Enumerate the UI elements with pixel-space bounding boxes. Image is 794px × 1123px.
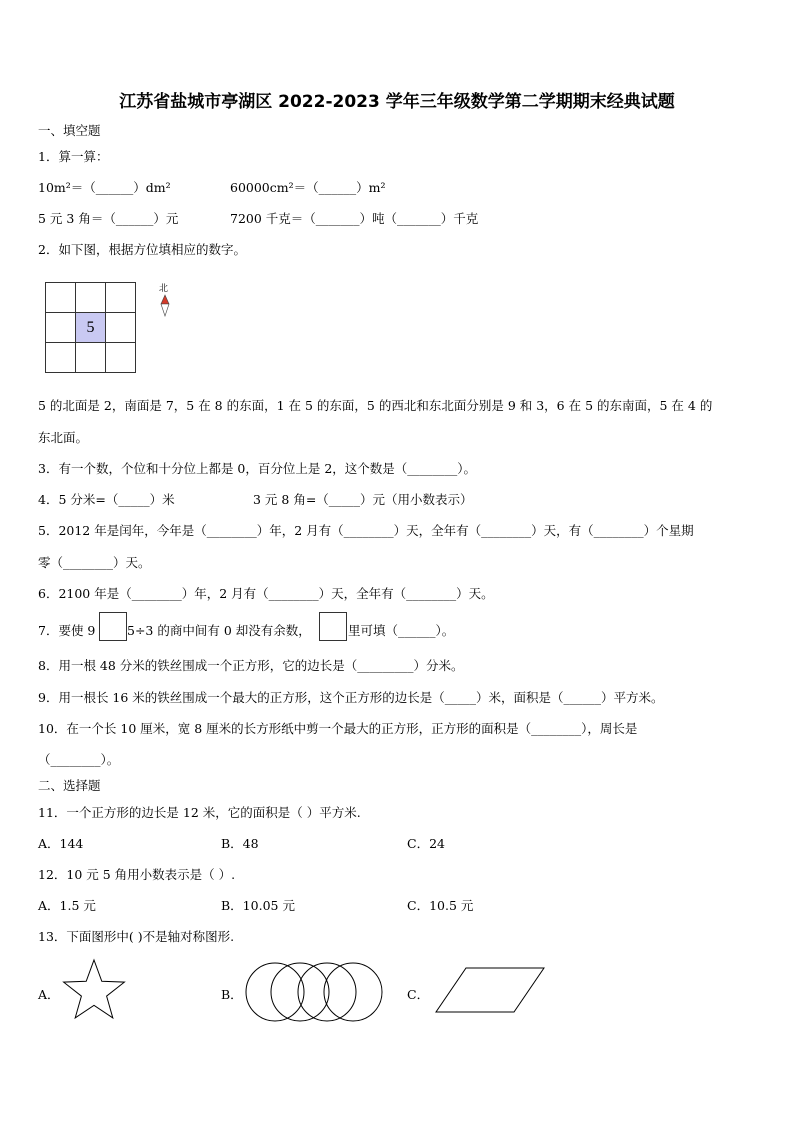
q7-blank-box-1: [99, 612, 127, 641]
q4-b: 3 元 8 角=（_____）元（用小数表示）: [253, 492, 473, 507]
overlapping-circles-icon: [244, 961, 384, 1023]
section-fill-in: 一、填空题: [38, 123, 101, 138]
q12-option-a: A．1.5 元: [38, 898, 96, 913]
section-choice: 二、选择题: [38, 778, 101, 793]
q1-head: 1．算一算：: [38, 149, 109, 164]
q13-option-c: C．: [407, 987, 430, 1002]
q5-line1: 5．2012 年是闰年，今年是（________）年，2 月有（________）天，全年有（________）天，有（________）个星期: [38, 523, 694, 538]
q7-blank-box-2: [319, 612, 347, 641]
grid-cell-center: 5: [76, 313, 106, 343]
q1-c: 5 元 3 角＝（______）元: [38, 211, 179, 226]
parallelogram-shape-icon: [434, 966, 546, 1014]
q12-option-b: B．10.05 元: [221, 898, 295, 913]
grid-cell: [76, 343, 106, 373]
direction-grid: [45, 282, 136, 373]
q12-stem: 12．10 元 5 角用小数表示是（ ）.: [38, 867, 236, 882]
q8: 8．用一根 48 分米的铁丝围成一个正方形，它的边长是（_________）分米。: [38, 658, 464, 673]
north-label: 北: [159, 284, 169, 294]
q12-option-c: C．10.5 元: [407, 898, 474, 913]
grid-cell: [106, 313, 136, 343]
q11-option-c: C．24: [407, 836, 445, 851]
q2-line1: 5 的北面是 2，南面是 7，5 在 8 的东面，1 在 5 的东面，5 的西北和东北面分别是 9 和 3，6 在 5 的东南面，5 在 4 的: [38, 398, 713, 413]
star-shape-icon: [61, 958, 129, 1024]
q1-a: 10m²＝（______）dm²: [38, 180, 171, 195]
q1-b: 60000cm²＝（______）m²: [230, 180, 386, 195]
q2-head: 2．如下图，根据方位填相应的数字。: [38, 242, 246, 257]
north-arrow-icon: [160, 294, 170, 318]
grid-cell: [106, 343, 136, 373]
q13-option-b: B．: [221, 987, 243, 1002]
q6: 6．2100 年是（________）年，2 月有（________）天，全年有（________）天。: [38, 586, 494, 601]
q7-part3: 里可填（______）。: [348, 623, 455, 638]
q3: 3．有一个数，个位和十分位上都是 0，百分位上是 2，这个数是（________）。: [38, 461, 477, 476]
q11-stem: 11．一个正方形的边长是 12 米，它的面积是（ ）平方米.: [38, 805, 361, 820]
q7-part2: 5÷3 的商中间有 0 却没有余数，: [127, 623, 311, 638]
q11-option-a: A．144: [38, 836, 84, 851]
q10-line2: （________）。: [38, 752, 120, 767]
q13-stem: 13．下面图形中( )不是轴对称图形.: [38, 929, 235, 944]
q5-line2: 零（________）天。: [38, 555, 151, 570]
grid-cell: [46, 283, 76, 313]
page-title: 江苏省盐城市亭湖区 2022-2023 学年三年级数学第二学期期末经典试题: [119, 92, 675, 112]
q10-line1: 10．在一个长 10 厘米，宽 8 厘米的长方形纸中剪一个最大的正方形，正方形的面积是（________），周长是: [38, 721, 638, 736]
grid-cell: [106, 283, 136, 313]
grid-cell: [76, 283, 106, 313]
q7-part1: 7．要使 9: [38, 623, 96, 638]
grid-cell: [46, 313, 76, 343]
q13-option-a: A．: [38, 987, 60, 1002]
q1-d: 7200 千克＝（_______）吨（_______）千克: [230, 211, 479, 226]
grid-cell: [46, 343, 76, 373]
q11-option-b: B．48: [221, 836, 259, 851]
q4-a: 4．5 分米=（_____）米: [38, 492, 175, 507]
q2-line2: 东北面。: [38, 430, 89, 445]
q9: 9．用一根长 16 米的铁丝围成一个最大的正方形，这个正方形的边长是（_____）米，面积是（______）平方米。: [38, 690, 664, 705]
